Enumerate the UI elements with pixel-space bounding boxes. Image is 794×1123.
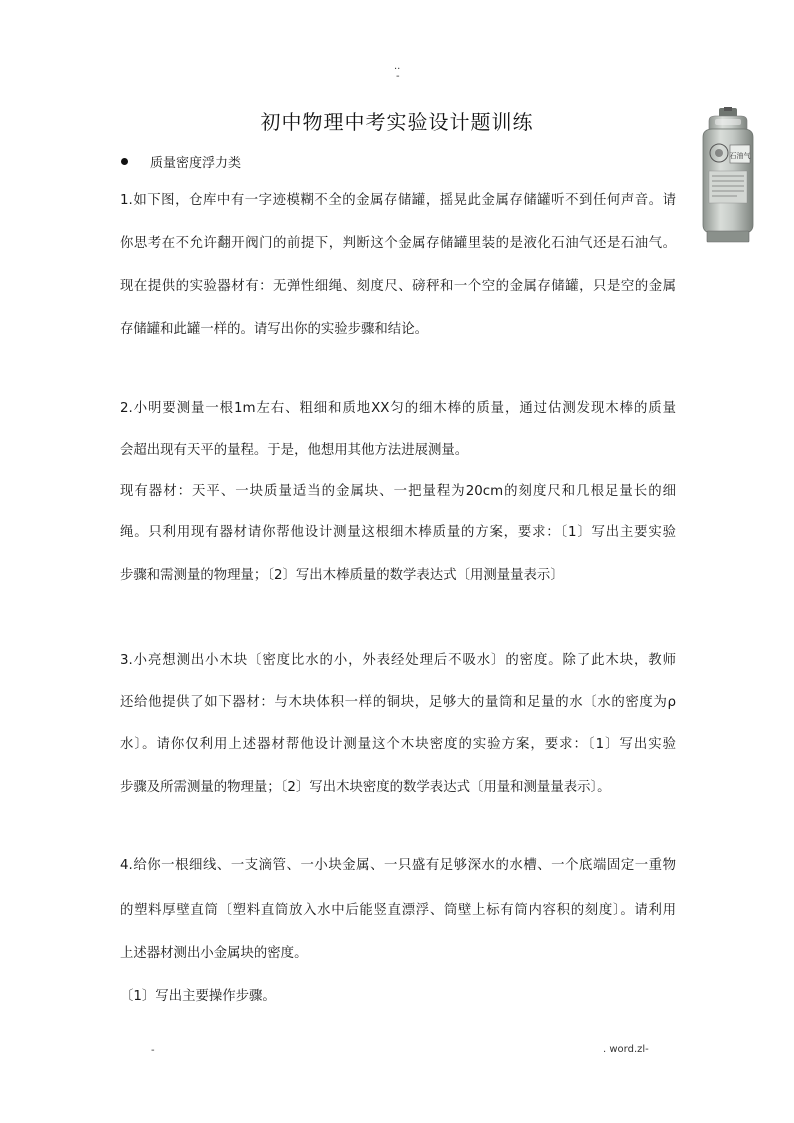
problem-2	[120, 402, 676, 583]
problem-4-line: 〔1〕写出主要操作步骤。	[120, 989, 276, 1004]
problem-2-line: 会超出现有天平的量程。于是，他想用其他方法进展测量。	[120, 443, 469, 458]
gas-cylinder-icon	[697, 107, 759, 243]
problem-4-line: 上述器材测出小金属块的密度。	[120, 946, 308, 961]
problem-3-line: 水〕。请你仅利用上述器材帮他设计测量这个木块密度的实验方案，要求：〔1〕写出实验	[120, 737, 676, 752]
page-title: 初中物理中考实验设计题训练	[260, 110, 534, 134]
section-heading-text: 质量密度浮力类	[150, 156, 242, 171]
problem-3-line: 步骤及所需测量的物理量；〔2〕写出木块密度的数学表达式〔用量和测量量表示〕。	[120, 780, 611, 795]
header-dots: ..	[394, 61, 401, 72]
bullet-icon	[121, 158, 128, 165]
problem-3-line: 3.小亮想测出小木块〔密度比水的小，外表经处理后不吸水〕的密度。除了此木块，教师	[120, 653, 676, 668]
svg-text:石油气: 石油气	[729, 152, 751, 160]
header-dash: -	[396, 71, 400, 82]
problem-2-line: 步骤和需测量的物理量；〔2〕写出木棒质量的数学表达式〔用测量量表示〕	[120, 568, 564, 583]
problem-4	[120, 859, 676, 1004]
problem-1-line: 存储罐和此罐一样的。请写出你的实验步骤和结论。	[120, 322, 428, 337]
footer-left-mark: -	[151, 1045, 155, 1056]
problem-1	[120, 194, 676, 337]
problem-3-line: 还给他提供了如下器材：与木块体积一样的铜块，足够大的量筒和足量的水〔水的密度为ρ	[120, 695, 676, 710]
section-heading	[121, 152, 241, 171]
problem-3	[120, 654, 676, 795]
problem-4-line: 4.给你一根细线、一支滴管、一小块金属、一只盛有足够深水的水槽、一个底端固定一重物	[120, 858, 676, 873]
problem-2-line: 绳。只利用现有器材请你帮他设计测量这根细木棒质量的方案，要求：〔1〕写出主要实验	[120, 525, 676, 540]
problem-1-line: 你思考在不允许翻开阀门的前提下，判断这个金属存储罐里装的是液化石油气还是石油气。	[120, 236, 676, 251]
problem-2-line: 现有器材：天平、一块质量适当的金属块、一把量程为20cm的刻度尺和几根足量长的细	[120, 484, 676, 499]
problem-2-line: 2.小明要测量一根1m左右、粗细和质地XX匀的细木棒的质量，通过估测发现木棒的质量	[120, 401, 676, 416]
problem-1-line: 1.如下图，仓库中有一字迹模糊不全的金属存储罐，摇晃此金属存储罐听不到任何声音。请	[120, 193, 676, 208]
footer-right-mark: . word.zl-	[603, 1044, 649, 1055]
problem-1-line: 现在提供的实验器材有：无弹性细绳、刻度尺、磅秤和一个空的金属存储罐，只是空的金属	[120, 279, 676, 294]
problem-4-line: 的塑料厚壁直筒〔塑料直筒放入水中后能竖直漂浮、筒壁上标有筒内容积的刻度〕。请利用	[120, 903, 676, 918]
